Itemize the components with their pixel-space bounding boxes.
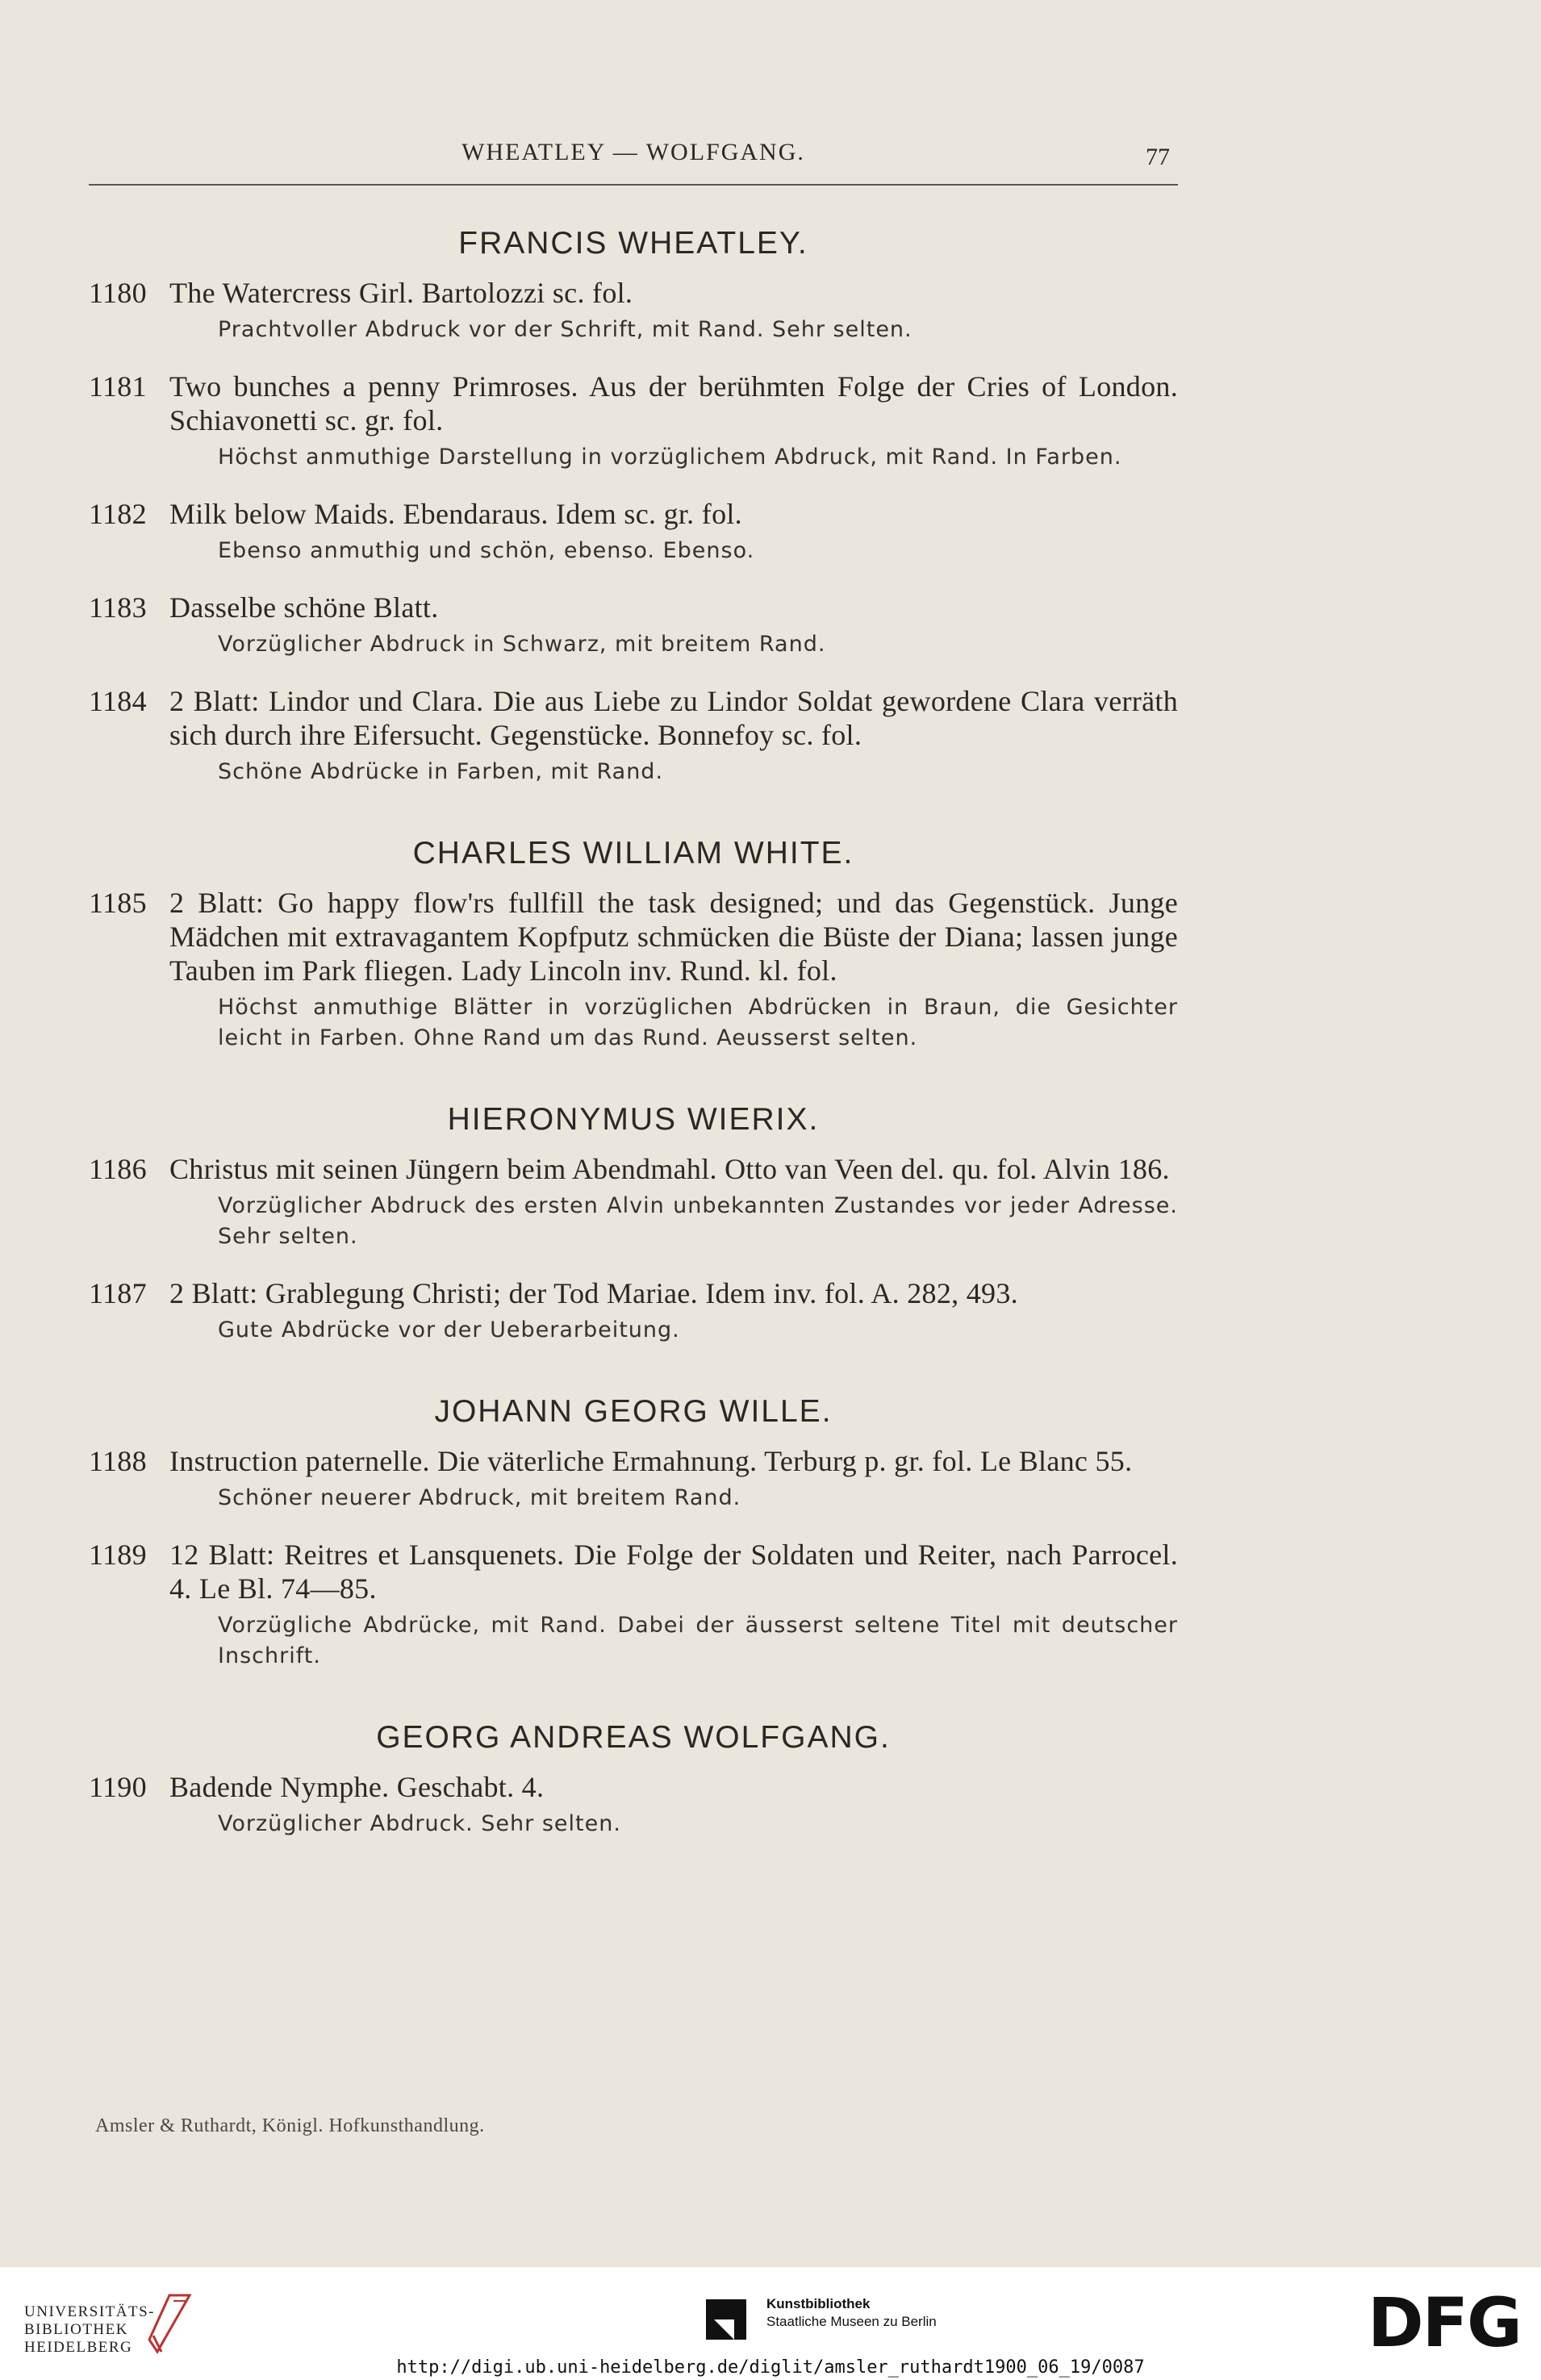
entry-note: Schöner neuerer Abdruck, mit breitem Rand. <box>218 1485 741 1510</box>
entry-text: Badende Nymphe. Geschabt. 4. <box>169 1771 545 1803</box>
catalogue-entry <box>89 276 1178 345</box>
artist-section <box>89 1394 1178 1672</box>
kb-title: Kunstbibliothek <box>766 2296 871 2311</box>
entry-text: 2 Blatt: Go happy flow'rs fullfill the task designed; und das Gegenstück. Junge Mädchen mit extravagantem Kopfputz schmücken die Büste der Diana; lassen junge Tauben im Park fliegen. Lady Lincoln inv. Rund. kl. fol. <box>169 887 1178 987</box>
lot-number: 1180 <box>89 277 147 309</box>
entry-text: The Watercress Girl. Bartolozzi sc. fol. <box>169 277 633 309</box>
catalogue-entry <box>89 1444 1178 1514</box>
lot-number: 1188 <box>89 1445 147 1477</box>
digitization-footer <box>0 2267 1541 2380</box>
entry-description <box>89 370 1178 437</box>
entry-description <box>89 684 1178 752</box>
lot-number: 1183 <box>89 591 147 624</box>
university-line: BIBLIOTHEK <box>24 2321 128 2338</box>
catalogue-entry <box>89 370 1178 473</box>
catalogue-entry <box>89 591 1178 660</box>
artist-section <box>89 1102 1178 1346</box>
entry-description <box>89 1444 1178 1478</box>
entry-note: Ebenso anmuthig und schön, ebenso. Ebenso. <box>218 538 755 563</box>
catalogue-entry <box>89 1276 1178 1346</box>
source-url-link[interactable]: http://digi.ub.uni-heidelberg.de/diglit/amsler_ruthardt1900_06_19/0087 <box>396 2357 1145 2378</box>
entry-note: Schöne Abdrücke in Farben, mit Rand. <box>218 759 664 784</box>
entry-note: Vorzüglicher Abdruck des ersten Alvin unbekannten Zustandes vor jeder Adresse. Sehr selten. <box>218 1193 1178 1249</box>
entry-text: 12 Blatt: Reitres et Lansquenets. Die Folge der Soldaten und Reiter, nach Parrocel. 4. Le Bl. 74—85. <box>169 1539 1178 1605</box>
entry-description <box>89 276 1178 310</box>
page-number: 77 <box>1146 144 1170 170</box>
entry-note: Vorzügliche Abdrücke, mit Rand. Dabei der äusserst seltene Titel mit deutscher Inschrift. <box>218 1613 1178 1668</box>
entry-note: Prachtvoller Abdruck vor der Schrift, mit Rand. Sehr selten. <box>218 317 912 342</box>
lot-number: 1181 <box>89 370 147 403</box>
lot-number: 1189 <box>89 1539 147 1571</box>
artist-heading: JOHANN GEORG WILLE. <box>434 1394 833 1429</box>
entry-description <box>89 1770 1178 1804</box>
artist-heading: GEORG ANDREAS WOLFGANG. <box>376 1720 891 1755</box>
kb-subtitle: Staatliche Museen zu Berlin <box>766 2314 937 2329</box>
entry-description <box>89 591 1178 624</box>
lot-number: 1185 <box>89 887 147 919</box>
artist-section <box>89 836 1178 1054</box>
artist-heading: HIERONYMUS WIERIX. <box>447 1102 820 1137</box>
entry-description <box>89 1152 1178 1186</box>
catalogue-content <box>89 226 1178 1864</box>
entry-text: Instruction paternelle. Die väterliche Ermahnung. Terburg p. gr. fol. Le Blanc 55. <box>169 1445 1133 1477</box>
entry-note: Höchst anmuthige Blätter in vorzüglichen Abdrücken in Braun, die Gesichter leicht in Farben. Ohne Rand um das Rund. Aeusserst selten. <box>218 995 1178 1050</box>
artist-heading: FRANCIS WHEATLEY. <box>458 226 808 261</box>
entry-note: Vorzüglicher Abdruck. Sehr selten. <box>218 1811 621 1836</box>
entry-text: Milk below Maids. Ebendaraus. Idem sc. gr. fol. <box>169 498 742 530</box>
entry-text: 2 Blatt: Grablegung Christi; der Tod Mariae. Idem inv. fol. A. 282, 493. <box>169 1277 1018 1309</box>
entry-text: Dasselbe schöne Blatt. <box>169 591 439 624</box>
artist-section <box>89 226 1178 787</box>
entry-note: Vorzüglicher Abdruck in Schwarz, mit breitem Rand. <box>218 632 826 657</box>
kunstbibliothek-label[interactable] <box>766 2295 937 2331</box>
university-line: UNIVERSITÄTS- <box>24 2303 155 2320</box>
catalogue-entry <box>89 886 1178 1054</box>
entry-text: Christus mit seinen Jüngern beim Abendmahl. Otto van Veen del. qu. fol. Alvin 186. <box>169 1153 1170 1185</box>
entry-description <box>89 1276 1178 1310</box>
lot-number: 1190 <box>89 1771 147 1803</box>
publisher-imprint: Amsler & Ruthardt, Königl. Hofkunsthandlung. <box>95 2115 485 2136</box>
entry-description <box>89 1538 1178 1605</box>
catalogue-entry <box>89 1152 1178 1252</box>
artist-heading: CHARLES WILLIAM WHITE. <box>412 836 854 871</box>
university-library-logo[interactable] <box>24 2303 155 2357</box>
kunstbibliothek-logo-icon <box>702 2295 750 2344</box>
catalogue-entry <box>89 497 1178 566</box>
entry-note: Gute Abdrücke vor der Ueberarbeitung. <box>218 1317 680 1342</box>
entry-description <box>89 886 1178 987</box>
entry-text: Two bunches a penny Primroses. Aus der berühmten Folge der Cries of London. Schiavonetti sc. gr. fol. <box>169 370 1178 436</box>
entry-description <box>89 497 1178 531</box>
running-head <box>89 136 1178 186</box>
catalogue-entry <box>89 684 1178 787</box>
dfg-logo[interactable]: DFG <box>1367 2283 1521 2362</box>
lot-number: 1186 <box>89 1153 147 1185</box>
lot-number: 1182 <box>89 498 147 530</box>
entry-note: Höchst anmuthige Darstellung in vorzüglichem Abdruck, mit Rand. In Farben. <box>218 445 1122 470</box>
lot-number: 1184 <box>89 685 147 717</box>
lot-number: 1187 <box>89 1277 147 1309</box>
running-title: WHEATLEY — WOLFGANG. <box>461 139 805 165</box>
catalogue-entry <box>89 1538 1178 1672</box>
catalogue-entry <box>89 1770 1178 1839</box>
artist-section <box>89 1720 1178 1839</box>
university-emblem-icon <box>137 2291 194 2356</box>
university-line: HEIDELBERG <box>24 2339 133 2356</box>
entry-text: 2 Blatt: Lindor und Clara. Die aus Liebe zu Lindor Soldat gewordene Clara verräth sich durch ihre Eifersucht. Gegenstücke. Bonnefoy sc. fol. <box>169 685 1178 751</box>
